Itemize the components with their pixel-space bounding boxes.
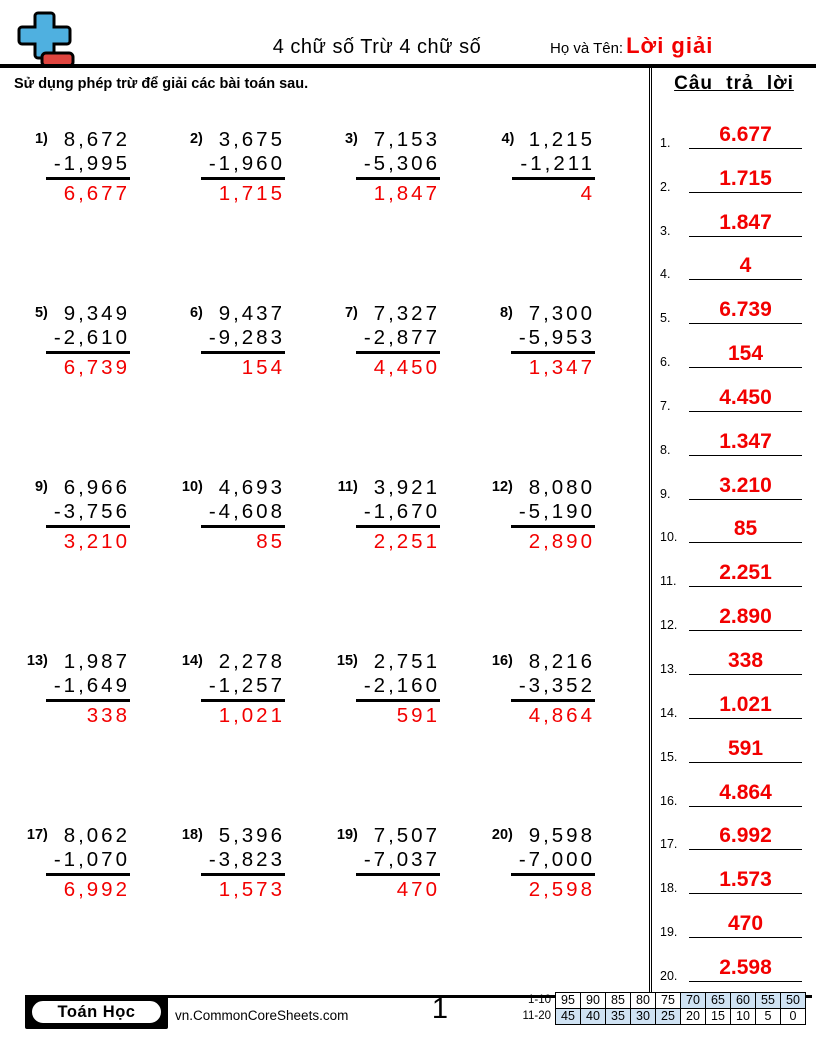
answer-item-value: 470 <box>689 913 802 938</box>
grading-table <box>510 992 806 1025</box>
answer-item-number: 14. <box>660 705 678 720</box>
equals-rule <box>46 525 130 528</box>
answer-item-value: 2.251 <box>689 562 802 587</box>
minuend: 8,216 <box>528 650 595 673</box>
problem-answer: 85 <box>256 530 285 553</box>
subtraction-problem <box>180 650 335 824</box>
problem-number: 6) <box>189 305 203 321</box>
answer-item-number: 19. <box>660 925 678 940</box>
subtraction-problem <box>180 128 335 302</box>
problem-stack <box>364 302 440 380</box>
subtrahend: -5,306 <box>363 152 440 175</box>
subtrahend: -3,756 <box>53 500 130 523</box>
answer-item-number: 16. <box>660 793 678 808</box>
subject-badge: Toán Học <box>30 999 163 1025</box>
subtraction-problem <box>25 476 180 650</box>
minuend: 7,507 <box>373 824 440 847</box>
problem-answer: 3,210 <box>63 530 130 553</box>
answer-key-sidebar <box>649 68 816 995</box>
problem-number: 10) <box>181 479 203 495</box>
equals-rule <box>46 177 130 180</box>
name-label: Họ và Tên: <box>550 40 624 57</box>
answer-item-value: 6.677 <box>689 124 802 149</box>
answer-key-item <box>652 546 816 590</box>
subtraction-problem <box>490 650 645 824</box>
grading-row-label: 1-10 <box>527 994 551 1006</box>
answer-item-number: 17. <box>660 837 678 852</box>
answer-item-value: 1.573 <box>689 869 802 894</box>
answer-key-title: Câu trả lời <box>674 73 794 94</box>
problem-answer: 1,847 <box>373 182 440 205</box>
subtrahend: -1,995 <box>53 152 130 175</box>
problem-number: 2) <box>189 131 203 147</box>
subtraction-problem <box>180 476 335 650</box>
equals-rule <box>511 873 595 876</box>
problem-number: 12) <box>491 479 513 495</box>
problem-stack <box>519 302 595 380</box>
grading-cell: 45 <box>555 1008 581 1025</box>
answer-item-number: 8. <box>660 442 671 457</box>
problem-stack <box>209 824 285 902</box>
answer-key-item <box>652 941 816 985</box>
problem-answer: 6,992 <box>63 878 130 901</box>
grading-cell: 90 <box>580 992 606 1009</box>
name-value-answer-key: Lời giải <box>626 33 714 58</box>
subtrahend: -1,257 <box>208 674 285 697</box>
problem-number: 19) <box>336 827 358 843</box>
problem-stack <box>364 128 440 206</box>
subtraction-problem <box>490 476 645 650</box>
problem-answer: 1,573 <box>218 878 285 901</box>
minuend: 8,062 <box>63 824 130 847</box>
problem-answer: 4 <box>580 182 595 205</box>
problem-answer: 1,021 <box>218 704 285 727</box>
problem-number: 18) <box>181 827 203 843</box>
grading-cells <box>556 1008 806 1025</box>
answer-item-number: 12. <box>660 618 678 633</box>
subtrahend: -1,211 <box>520 152 595 175</box>
problem-stack <box>209 476 285 554</box>
equals-rule <box>201 525 285 528</box>
problem-answer: 470 <box>396 878 440 901</box>
answer-item-number: 13. <box>660 661 678 676</box>
subtraction-problem <box>335 476 490 650</box>
problem-number: 1) <box>34 131 48 147</box>
answer-item-number: 5. <box>660 311 671 326</box>
grading-cell: 70 <box>680 992 706 1009</box>
problem-answer: 338 <box>86 704 130 727</box>
answer-item-number: 20. <box>660 968 678 983</box>
problem-answer: 1,347 <box>528 356 595 379</box>
problem-stack <box>209 650 285 728</box>
problem-number: 15) <box>336 653 358 669</box>
answer-key-item <box>652 634 816 678</box>
grading-cell: 30 <box>630 1008 656 1025</box>
problem-answer: 2,598 <box>528 878 595 901</box>
minuend: 9,598 <box>528 824 595 847</box>
answer-key-item <box>652 459 816 503</box>
equals-rule <box>201 873 285 876</box>
subject-badge-box <box>25 995 168 1029</box>
answer-item-value: 2.890 <box>689 606 802 631</box>
subtraction-problem <box>335 302 490 476</box>
grading-cell: 25 <box>655 1008 681 1025</box>
problem-stack <box>54 824 130 902</box>
answer-key-item <box>652 810 816 854</box>
answer-item-value: 154 <box>689 343 802 368</box>
problems-grid <box>25 128 645 998</box>
minuend: 5,396 <box>218 824 285 847</box>
answer-key-list <box>652 108 816 985</box>
grading-cells <box>556 992 806 1009</box>
grading-cell: 35 <box>605 1008 631 1025</box>
minuend: 1,215 <box>528 128 595 151</box>
minuend: 3,921 <box>373 476 440 499</box>
answer-key-item <box>652 240 816 284</box>
answer-item-value: 1.715 <box>689 168 802 193</box>
answer-key-item <box>652 152 816 196</box>
answer-item-number: 9. <box>660 486 671 501</box>
subtraction-problem <box>25 302 180 476</box>
subtrahend: -1,649 <box>53 674 130 697</box>
subtraction-problem <box>335 650 490 824</box>
instruction-text: Sử dụng phép trừ để giải các bài toán sau. <box>14 76 309 92</box>
subtrahend: -5,190 <box>518 500 595 523</box>
equals-rule <box>46 873 130 876</box>
answer-item-number: 10. <box>660 530 678 545</box>
problem-number: 3) <box>344 131 358 147</box>
problem-answer: 1,715 <box>218 182 285 205</box>
answer-item-value: 4 <box>689 255 802 280</box>
subtraction-problem <box>25 128 180 302</box>
equals-rule <box>356 873 440 876</box>
problem-stack <box>364 824 440 902</box>
subtrahend: -1,960 <box>208 152 285 175</box>
subtraction-problem <box>490 302 645 476</box>
problem-stack <box>364 650 440 728</box>
answer-item-value: 6.739 <box>689 299 802 324</box>
grading-cell: 20 <box>680 1008 706 1025</box>
problem-answer: 4,864 <box>528 704 595 727</box>
subtrahend: -3,823 <box>208 848 285 871</box>
answer-key-item <box>652 897 816 941</box>
subtrahend: -2,160 <box>363 674 440 697</box>
answer-key-item <box>652 590 816 634</box>
problem-stack <box>54 650 130 728</box>
grading-cell: 5 <box>755 1008 781 1025</box>
answer-item-value: 6.992 <box>689 825 802 850</box>
problem-answer: 591 <box>396 704 440 727</box>
problem-answer: 6,739 <box>63 356 130 379</box>
problem-answer: 2,251 <box>373 530 440 553</box>
subtrahend: -4,608 <box>208 500 285 523</box>
grading-row-label: 11-20 <box>522 1010 551 1022</box>
equals-rule <box>512 177 595 180</box>
answer-item-value: 1.021 <box>689 694 802 719</box>
minuend: 4,693 <box>218 476 285 499</box>
problem-number: 20) <box>491 827 513 843</box>
grading-cell: 55 <box>755 992 781 1009</box>
problem-number: 11) <box>337 479 358 495</box>
equals-rule <box>356 699 440 702</box>
answer-item-number: 2. <box>660 179 671 194</box>
minuend: 1,987 <box>63 650 130 673</box>
minuend: 9,349 <box>63 302 130 325</box>
problem-stack <box>519 650 595 728</box>
minuend: 7,153 <box>373 128 440 151</box>
problem-number: 4) <box>501 131 515 147</box>
problem-answer: 154 <box>241 356 285 379</box>
subtrahend: -2,610 <box>53 326 130 349</box>
grading-cell: 40 <box>580 1008 606 1025</box>
equals-rule <box>46 699 130 702</box>
equals-rule <box>201 351 285 354</box>
equals-rule <box>356 525 440 528</box>
equals-rule <box>511 351 595 354</box>
equals-rule <box>511 699 595 702</box>
subtrahend: -7,037 <box>363 848 440 871</box>
answer-key-item <box>652 327 816 371</box>
grading-cell: 10 <box>730 1008 756 1025</box>
answer-key-item <box>652 371 816 415</box>
problem-stack <box>519 476 595 554</box>
minuend: 3,675 <box>218 128 285 151</box>
answer-item-number: 6. <box>660 355 671 370</box>
minuend: 8,080 <box>528 476 595 499</box>
answer-item-value: 3.210 <box>689 475 802 500</box>
answer-key-item <box>652 415 816 459</box>
problem-answer: 4,450 <box>373 356 440 379</box>
answer-item-number: 3. <box>660 223 671 238</box>
subtraction-problem <box>335 824 490 998</box>
minuend: 6,966 <box>63 476 130 499</box>
answer-item-value: 4.450 <box>689 387 802 412</box>
grading-cell: 85 <box>605 992 631 1009</box>
answer-key-item <box>652 283 816 327</box>
answer-key-item <box>652 196 816 240</box>
minuend: 2,751 <box>373 650 440 673</box>
answer-item-value: 1.847 <box>689 212 802 237</box>
grading-cell: 60 <box>730 992 756 1009</box>
minuend: 9,437 <box>218 302 285 325</box>
answer-item-value: 1.347 <box>689 431 802 456</box>
problem-stack <box>54 476 130 554</box>
equals-rule <box>356 351 440 354</box>
equals-rule <box>511 525 595 528</box>
grading-cell: 0 <box>780 1008 806 1025</box>
answer-item-value: 85 <box>689 518 802 543</box>
problem-stack <box>54 302 130 380</box>
minuend: 7,327 <box>373 302 440 325</box>
subtrahend: -2,877 <box>363 326 440 349</box>
minuend: 8,672 <box>63 128 130 151</box>
subtraction-problem <box>180 824 335 998</box>
problem-answer: 6,677 <box>63 182 130 205</box>
answer-key-item <box>652 503 816 547</box>
problem-number: 14) <box>181 653 203 669</box>
minuend: 7,300 <box>528 302 595 325</box>
answer-item-value: 2.598 <box>689 957 802 982</box>
problem-stack <box>364 476 440 554</box>
problem-number: 7) <box>344 305 358 321</box>
answer-key-item <box>652 722 816 766</box>
page-title: 4 chữ số Trừ 4 chữ số <box>272 36 482 58</box>
problem-stack <box>209 128 285 206</box>
equals-rule <box>356 177 440 180</box>
problem-number: 8) <box>499 305 513 321</box>
answer-key-item <box>652 678 816 722</box>
grading-row <box>510 1008 806 1025</box>
website-text: vn.CommonCoreSheets.com <box>175 1008 349 1023</box>
minuend: 2,278 <box>218 650 285 673</box>
problem-answer: 2,890 <box>528 530 595 553</box>
problem-number: 9) <box>34 479 48 495</box>
subtrahend: -7,000 <box>518 848 595 871</box>
answer-item-number: 4. <box>660 267 671 282</box>
answer-key-item <box>652 766 816 810</box>
subtrahend: -3,352 <box>518 674 595 697</box>
answer-item-number: 11. <box>660 574 677 589</box>
grading-cell: 80 <box>630 992 656 1009</box>
subtraction-problem <box>490 824 645 998</box>
subtraction-problem <box>335 128 490 302</box>
answer-item-number: 1. <box>660 135 671 150</box>
page-number: 1 <box>431 993 449 1025</box>
grading-cell: 50 <box>780 992 806 1009</box>
subtrahend: -9,283 <box>208 326 285 349</box>
answer-item-number: 7. <box>660 398 671 413</box>
answer-item-value: 591 <box>689 738 802 763</box>
answer-item-number: 15. <box>660 749 678 764</box>
name-row <box>550 33 713 59</box>
answer-item-number: 18. <box>660 881 678 896</box>
problem-number: 16) <box>491 653 513 669</box>
subtrahend: -1,670 <box>363 500 440 523</box>
problem-number: 17) <box>26 827 48 843</box>
problem-stack <box>520 128 595 206</box>
problem-stack <box>519 824 595 902</box>
subtraction-problem <box>25 650 180 824</box>
answer-item-value: 4.864 <box>689 782 802 807</box>
subtraction-problem <box>180 302 335 476</box>
problem-stack <box>54 128 130 206</box>
subtraction-problem <box>490 128 645 302</box>
equals-rule <box>201 177 285 180</box>
problem-stack <box>209 302 285 380</box>
problem-number: 5) <box>34 305 48 321</box>
answer-key-item <box>652 853 816 897</box>
problem-number: 13) <box>26 653 48 669</box>
subtraction-problem <box>25 824 180 998</box>
equals-rule <box>46 351 130 354</box>
answer-key-item <box>652 108 816 152</box>
grading-cell: 75 <box>655 992 681 1009</box>
answer-item-value: 338 <box>689 650 802 675</box>
grading-cell: 65 <box>705 992 731 1009</box>
subtrahend: -1,070 <box>53 848 130 871</box>
subtrahend: -5,953 <box>518 326 595 349</box>
equals-rule <box>201 699 285 702</box>
grading-row <box>510 992 806 1009</box>
grading-cell: 95 <box>555 992 581 1009</box>
grading-cell: 15 <box>705 1008 731 1025</box>
